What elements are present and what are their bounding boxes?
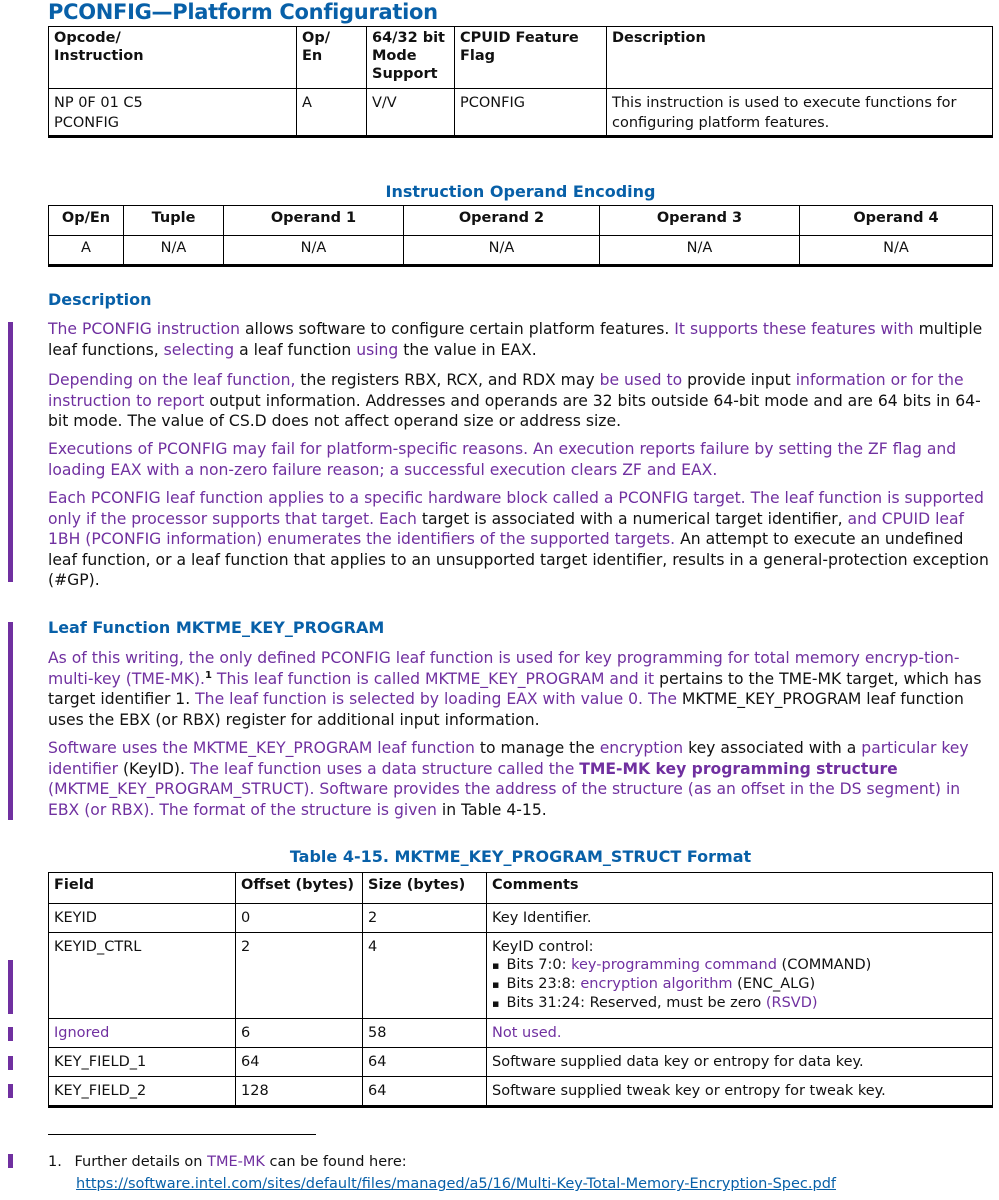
- text-span: the value in EAX.: [398, 340, 537, 359]
- header-size: Size (bytes): [363, 873, 487, 904]
- text-span: a leaf function: [234, 340, 357, 359]
- text-span: Software uses the MKTME_KEY_PROGRAM leaf function: [48, 739, 475, 757]
- mode-cell: V/V: [367, 89, 455, 137]
- text-span: (ENC_ALG): [732, 976, 816, 992]
- field-cell: KEY_FIELD_2: [49, 1077, 236, 1107]
- list-item: [492, 994, 987, 1013]
- leaf-paragraph-2: [48, 738, 993, 820]
- text-span: information or for the instruction to report: [48, 371, 964, 410]
- text-span: output information. Addresses and operands are 32 bits outside 64-bit mode and are 64 bits in 64-bit mode. The value of CS.D does not affect operand size or address size.: [48, 391, 981, 430]
- footnote-divider: [48, 1134, 316, 1135]
- header-op-en: Op/ En: [297, 27, 367, 89]
- header-comments: Comments: [487, 873, 993, 904]
- operand-table: [48, 205, 993, 267]
- size-cell: 58: [363, 1019, 487, 1048]
- table-row: [49, 933, 993, 1019]
- table-row: [49, 904, 993, 933]
- table-cell: N/A: [600, 236, 800, 266]
- table-row: [49, 89, 993, 137]
- opcode-table: [48, 26, 993, 138]
- text-span: (COMMAND): [776, 957, 872, 973]
- text-span: Bits 7:0:: [506, 957, 572, 973]
- text-span: This leaf function is called MKTME_KEY_PROGRAM and it: [211, 669, 655, 688]
- size-cell: 4: [363, 933, 487, 1019]
- text-span: target is associated with a numerical target identifier,: [416, 509, 848, 528]
- description-paragraph-4: [48, 488, 993, 591]
- text-span: encryption algorithm: [580, 976, 733, 992]
- bullet-list: [492, 956, 987, 1013]
- comment-cell: Key Identifier.: [487, 904, 993, 933]
- list-item: [492, 956, 987, 975]
- comment-cell: Not used.: [487, 1019, 993, 1048]
- header-tuple: Tuple: [124, 206, 224, 236]
- text-span: (RSVD): [765, 995, 818, 1011]
- change-bar: [8, 1154, 13, 1168]
- struct-table-caption: Table 4-15. MKTME_KEY_PROGRAM_STRUCT Format: [289, 847, 752, 866]
- description-paragraph-1: [48, 319, 993, 360]
- text-span: TME-MK: [207, 1154, 265, 1170]
- header-field: Field: [49, 873, 236, 904]
- text-span: An attempt to execute an undefined leaf function, or a leaf function that applies to an unsupported target identifier, results in a general-protection exception (#GP).: [48, 530, 989, 589]
- size-cell: 2: [363, 904, 487, 933]
- field-cell: Ignored: [49, 1019, 236, 1048]
- table-row: [49, 1019, 993, 1048]
- footnote-number: 1.: [48, 1154, 62, 1170]
- comment-cell: Software supplied data key or entropy for data key.: [487, 1048, 993, 1077]
- list-item: [492, 975, 987, 994]
- change-bar: [8, 1027, 13, 1041]
- page-title: PCONFIG—Platform Configuration: [48, 0, 438, 24]
- instruction-value: PCONFIG: [54, 115, 119, 131]
- text-span: multiple leaf functions,: [48, 320, 983, 359]
- footnote-link[interactable]: https://software.intel.com/sites/default/files/managed/a5/16/Multi-Key-Total-Memory-Encryption-Spec.pdf: [76, 1176, 837, 1192]
- change-bar: [8, 960, 13, 1014]
- table-row: [49, 1077, 993, 1107]
- comment-text: KeyID control:: [492, 939, 594, 955]
- op-en-cell: A: [297, 89, 367, 137]
- header-op-en: Op/En: [49, 206, 124, 236]
- field-cell: KEYID: [49, 904, 236, 933]
- text-span: MKTME_KEY_PROGRAM leaf function uses the EBX (or RBX) register for additional input information.: [48, 690, 964, 729]
- table-cell: N/A: [124, 236, 224, 266]
- header-operand-3: Operand 3: [600, 206, 800, 236]
- offset-cell: 0: [236, 904, 363, 933]
- change-bar: [8, 1056, 13, 1070]
- table-cell: A: [49, 236, 124, 266]
- offset-cell: 2: [236, 933, 363, 1019]
- description-cell: This instruction is used to execute functions for configuring platform features.: [607, 89, 993, 137]
- header-operand-1: Operand 1: [224, 206, 404, 236]
- footnote: [48, 1151, 836, 1195]
- text-span: Depending on the leaf function,: [48, 371, 296, 389]
- change-bar: [8, 322, 13, 582]
- size-cell: 64: [363, 1077, 487, 1107]
- text-span: It supports these features with: [674, 320, 914, 338]
- footnote-ref[interactable]: 1: [205, 669, 212, 681]
- text-span: pertains to the TME-MK target, which has target identifier 1.: [48, 669, 982, 708]
- text-span: provide input: [682, 371, 796, 389]
- header-cpuid: CPUID Feature Flag: [455, 27, 607, 89]
- comment-cell: [487, 933, 993, 1019]
- cpuid-cell: PCONFIG: [455, 89, 607, 137]
- description-paragraph-2: [48, 370, 993, 432]
- field-cell: KEY_FIELD_1: [49, 1048, 236, 1077]
- table-reference[interactable]: in Table 4-15.: [436, 800, 547, 819]
- leaf-paragraph-1: [48, 648, 993, 730]
- text-span: Bits 31:24: Reserved, must be zero: [506, 995, 766, 1011]
- text-span: be used to: [599, 371, 683, 389]
- offset-cell: 6: [236, 1019, 363, 1048]
- text-span: key associated with a: [683, 739, 862, 757]
- header-opcode: Opcode/ Instruction: [49, 27, 297, 89]
- text-span: and CPUID leaf 1BH (PCONFIG information) enumerates the identifiers of the supported targets.: [48, 509, 965, 548]
- text-span: allows software to configure certain platform features.: [240, 320, 675, 338]
- size-cell: 64: [363, 1048, 487, 1077]
- opcode-cell: [49, 89, 297, 137]
- header-operand-2: Operand 2: [404, 206, 600, 236]
- comment-cell: Software supplied tweak key or entropy for tweak key.: [487, 1077, 993, 1107]
- text-span: Further details on: [74, 1154, 208, 1170]
- opcode-value: NP 0F 01 C5: [54, 95, 143, 111]
- header-mode: 64/32 bit Mode Support: [367, 27, 455, 89]
- header-offset: Offset (bytes): [236, 873, 363, 904]
- text-span: particular key identifier: [48, 739, 969, 778]
- header-operand-4: Operand 4: [800, 206, 993, 236]
- description-heading: Description: [48, 290, 152, 309]
- text-span: the registers RBX, RCX, and RDX may: [295, 371, 600, 389]
- text-span: (KeyID).: [117, 759, 190, 778]
- text-span: TME-MK key programming structure: [579, 759, 898, 778]
- text-span: key-programming command: [571, 957, 777, 973]
- text-span: Bits 23:8:: [506, 976, 581, 992]
- text-span: (MKTME_KEY_PROGRAM_STRUCT). Software provides the address of the structure (as an offset in the DS segment) in EBX (or RBX). The format of the structure is given: [48, 780, 961, 819]
- text-span: The leaf function is selected by loading EAX with value 0. The: [195, 690, 677, 708]
- description-paragraph-3: Executions of PCONFIG may fail for platform-specific reasons. An execution reports failure by setting the ZF flag and loading EAX with a non-zero failure reason; a successful execution clears ZF and EAX.: [48, 440, 957, 479]
- struct-table: [48, 872, 993, 1108]
- text-span: encryption: [599, 739, 684, 757]
- text-span: The PCONFIG instruction: [48, 320, 240, 338]
- table-row: [49, 236, 993, 266]
- change-bar: [8, 1084, 13, 1098]
- table-cell: N/A: [224, 236, 404, 266]
- text-span: selecting: [163, 340, 235, 359]
- change-bar: [8, 622, 13, 820]
- table-cell: N/A: [404, 236, 600, 266]
- text-span: can be found here:: [264, 1154, 407, 1170]
- header-description: Description: [607, 27, 993, 89]
- offset-cell: 64: [236, 1048, 363, 1077]
- text-span: As of this writing, the only defined PCONFIG leaf function is used for key programming for total memory encryp-tion-multi-key (TME-MK).: [48, 649, 960, 688]
- text-span: to manage the: [474, 739, 600, 757]
- table-cell: N/A: [800, 236, 993, 266]
- text-span: using: [356, 340, 399, 359]
- leaf-function-heading: Leaf Function MKTME_KEY_PROGRAM: [48, 618, 385, 637]
- text-span: Each PCONFIG leaf function applies to a specific hardware block called a PCONFIG target. The leaf function is supported only if the processor supports that target. Each: [48, 489, 984, 528]
- text-span: The leaf function uses a data structure called the: [189, 759, 580, 778]
- table-row: [49, 1048, 993, 1077]
- offset-cell: 128: [236, 1077, 363, 1107]
- operand-table-caption: Instruction Operand Encoding: [385, 182, 656, 201]
- field-cell: KEYID_CTRL: [49, 933, 236, 1019]
